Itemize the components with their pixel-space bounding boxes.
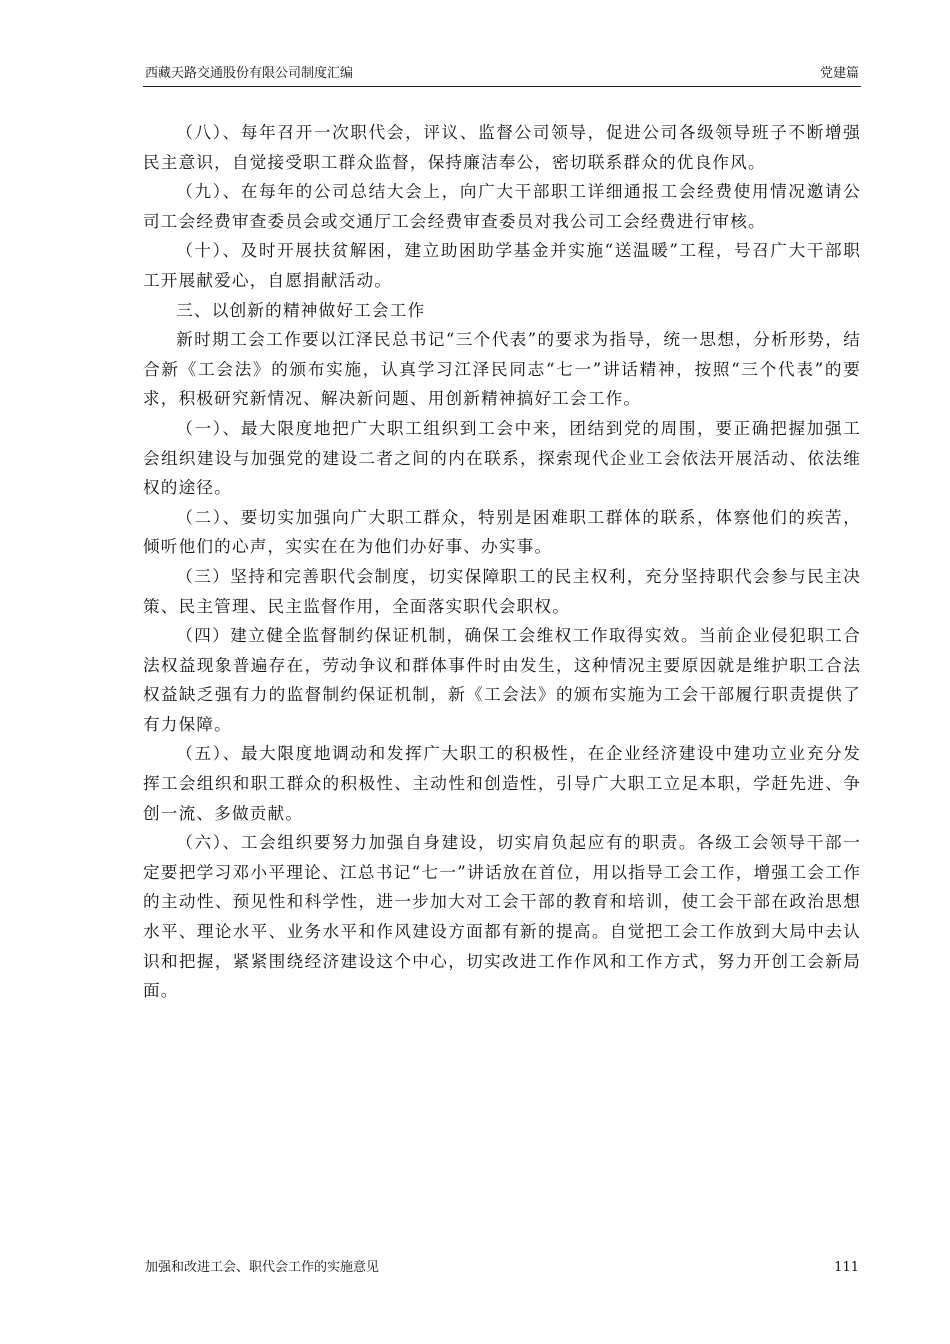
paragraph-item-9: （九）、在每年的公司总结大会上，向广大干部职工详细通报工会经费使用情况邀请公司工会经费审查委员会或交通厅工会经费审查委员对我公司工会经费进行审核。	[143, 182, 861, 231]
paragraph-item-1: （一）、最大限度地把广大职工组织到工会中来，团结到党的周围，要正确把握加强工会组织建设与加强党的建设二者之间的内在联系，探索现代企业工会依法开展活动、依法维权的途径。	[143, 418, 861, 498]
section-intro-paragraph: 新时期工会工作要以江泽民总书记“三个代表”的要求为指导，统一思想，分析形势，结合新《工会法》的颁布实施，认真学习江泽民同志“七一”讲话精神，按照“三个代表”的要求，积极研究新情况、解决新问题、用创新精神搞好工会工作。	[143, 330, 861, 409]
header-title: 西藏天路交通股份有限公司制度汇编	[145, 66, 354, 81]
paragraph-item-10: （十）、及时开展扶贫解困，建立助困助学基金并实施“送温暖”工程，号召广大干部职工开展献爱心，自愿捐献活动。	[143, 241, 861, 290]
document-body	[143, 118, 861, 1006]
header-section: 党建篇	[819, 66, 859, 81]
paragraph-item-8: （八）、每年召开一次职代会，评议、监督公司领导，促进公司各级领导班子不断增强民主意识，自觉接受职工群众监督，保持廉洁奉公，密切联系群众的优良作风。	[143, 123, 861, 172]
paragraph-item-5: （五）、最大限度地调动和发挥广大职工的积极性，在企业经济建设中建功立业充分发挥工会组织和职工群众的积极性、主动性和创造性，引导广大职工立足本职，学赶先进、争创一流、多做贡献。	[143, 744, 861, 823]
page-footer	[143, 1258, 861, 1282]
section-heading-3: 三、以创新的精神做好工会工作	[176, 300, 426, 320]
paragraph-item-3: （三）坚持和完善职代会制度，切实保障职工的民主权利，充分坚持职代会参与民主决策、民主管理、民主监督作用，全面落实职代会职权。	[143, 566, 861, 616]
page-number: 111	[834, 1260, 859, 1275]
footer-document-title: 加强和改进工会、职代会工作的实施意见	[145, 1260, 380, 1275]
paragraph-item-6: （六）、工会组织要努力加强自身建设，切实肩负起应有的职责。各级工会领导干部一定要把学习邓小平理论、江总书记“七一”讲话放在首位，用以指导工会工作，增强工会工作的主动性、预见性和科学性，进一步加大对工会干部的教育和培训，使工会干部在政治思想水平、理论水平、业务水平和作风建设方面都有新的提高。自觉把工会工作放到大局中去认识和把握，紧紧围绕经济建设这个中心，切实改进工作作风和工作方式，努力开创工会新局面。	[143, 833, 861, 1001]
paragraph-item-4: （四）建立健全监督制约保证机制，确保工会维权工作取得实效。当前企业侵犯职工合法权益现象普遍存在，劳动争议和群体事件时由发生，这种情况主要原因就是维护职工合法权益缺乏强有力的监督制约保证机制，新《工会法》的颁布实施为工会干部履行职责提供了有力保障。	[143, 626, 861, 734]
paragraph-item-2: （二）、要切实加强向广大职工群众，特别是困难职工群体的联系，体察他们的疾苦，倾听他们的心声，实实在在为他们办好事、办实事。	[143, 507, 861, 557]
page-header	[143, 62, 861, 87]
